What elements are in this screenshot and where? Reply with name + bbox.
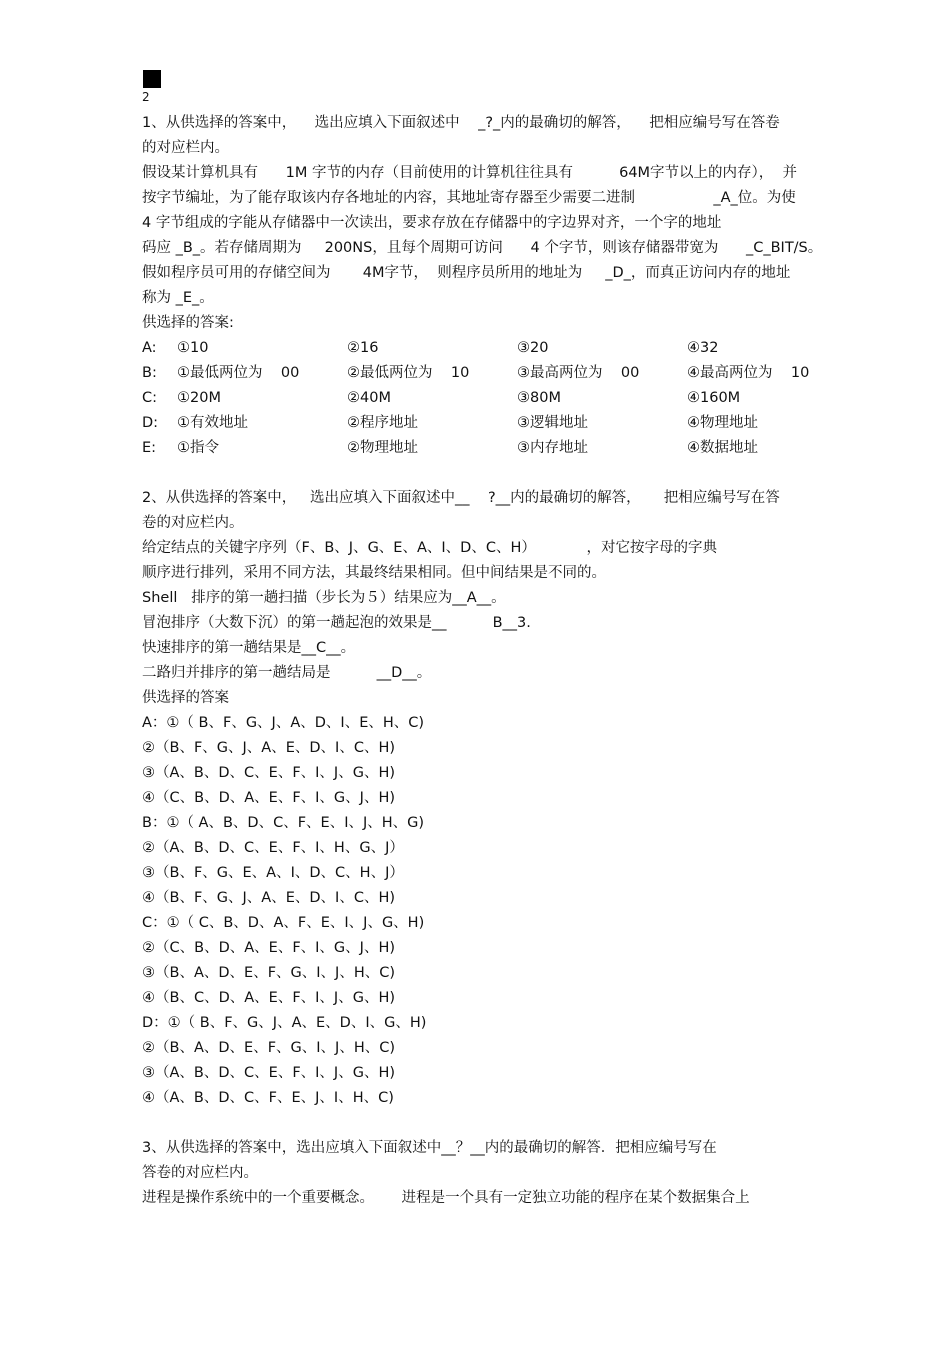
option-choice: ④32 xyxy=(687,340,719,356)
option-choice: ①20M xyxy=(177,390,221,406)
option-choice: ④最高两位为 10 xyxy=(687,365,810,381)
q1-line: 称为 _E_。 xyxy=(142,290,214,306)
section-spacer xyxy=(142,461,822,486)
option-choice: ④160M xyxy=(687,390,741,406)
q2-line: 2、从供选择的答案中， 选出应填入下面叙述中__ ?__内的最确切的解答， 把相应编号写在答 xyxy=(142,490,780,506)
q2-line: 给定结点的关键字序列（F、B、J、G、E、A、I、D、C、H） ，对它按字母的字典 xyxy=(142,540,718,556)
option-choice: ③逻辑地址 xyxy=(517,415,588,431)
q2-line: Shell 排序的第一趟扫描（步长为５）结果应为__A__。 xyxy=(142,590,506,606)
q2-answer-option: ③（B、F、G、E、A、I、D、C、H、J） xyxy=(142,865,404,881)
option-key: A: xyxy=(142,340,157,356)
q1-options-heading: 供选择的答案: xyxy=(142,315,234,331)
q2-line: 顺序进行排列，采用不同方法，其最终结果相同。但中间结果是不同的。 xyxy=(142,565,606,581)
q1-option-row-a xyxy=(142,336,822,361)
q2-answer-option: ④（B、C、D、A、E、F、I、J、G、H) xyxy=(142,990,396,1006)
q1-line: 假如程序员可用的存储空间为 4M字节， 则程序员所用的地址为 _D_，而真正访问内存的地址 xyxy=(142,265,791,281)
option-choice: ④物理地址 xyxy=(687,415,758,431)
q2-answer-option: ③（B、A、D、E、F、G、I、J、H、C) xyxy=(142,965,396,981)
option-choice: ②程序地址 xyxy=(347,415,418,431)
q2-answer-option: ②（B、A、D、E、F、G、I、J、H、C) xyxy=(142,1040,396,1056)
option-choice: ①10 xyxy=(177,340,209,356)
question-1 xyxy=(142,111,822,461)
q2-line: 卷的对应栏内。 xyxy=(142,515,244,531)
q2-answer-option: ④（C、B、D、A、E、F、I、G、J、H) xyxy=(142,790,396,806)
q2-answer-option: D：①（ B、F、G、J、A、E、D、I、G、H) xyxy=(142,1015,427,1031)
q2-answer-option: A：①（ B、F、G、J、A、D、I、E、H、C) xyxy=(142,715,425,731)
option-key: E: xyxy=(142,440,157,456)
q1-option-row-d xyxy=(142,411,822,436)
q2-answer-option: ②（A、B、D、C、E、F、I、H、G、J） xyxy=(142,840,404,856)
document-page xyxy=(142,70,822,1211)
q2-answer-option: B：①（ A、B、D、C、F、E、I、J、H、G) xyxy=(142,815,425,831)
q2-answer-option: ②（C、B、D、A、E、F、I、G、J、H) xyxy=(142,940,396,956)
q2-answer-option: ④（B、F、G、J、A、E、D、I、C、H) xyxy=(142,890,396,906)
section-spacer xyxy=(142,1111,822,1136)
option-key: B: xyxy=(142,365,157,381)
q2-answer-option: ③（A、B、D、C、E、F、I、J、G、H) xyxy=(142,765,396,781)
q2-line: 冒泡排序（大数下沉）的第一趟起泡的效果是__ B__3. xyxy=(142,615,531,631)
q1-option-row-e xyxy=(142,436,822,461)
q3-line: 答卷的对应栏内。 xyxy=(142,1165,258,1181)
q2-answer-option: ③（A、B、D、C、E、F、I、J、G、H) xyxy=(142,1065,396,1081)
q1-option-row-c xyxy=(142,386,822,411)
q1-line: 的对应栏内。 xyxy=(142,140,229,156)
question-2 xyxy=(142,486,822,1111)
q1-line: 4 字节组成的字能从存储器中一次读出，要求存放在存储器中的字边界对齐，一个字的地址 xyxy=(142,215,722,231)
q2-answer-option: C：①（ C、B、D、A、F、E、I、J、G、H) xyxy=(142,915,425,931)
q1-option-row-b xyxy=(142,361,822,386)
q2-answer-option: ④（A、B、D、C、F、E、J、I、H、C) xyxy=(142,1090,394,1106)
q1-line: 假设某计算机具有 1M 字节的内存（目前使用的计算机往往具有 64M字节以上的内存）， 并 xyxy=(142,165,798,181)
option-key: C: xyxy=(142,390,158,406)
q2-line: 二路归并排序的第一趟结局是 __D__。 xyxy=(142,665,432,681)
option-choice: ④数据地址 xyxy=(687,440,758,456)
q1-line: 按字节编址，为了能存取该内存各地址的内容，其地址寄存器至少需要二进制 _A_位。为使 xyxy=(142,190,796,206)
q2-line: 快速排序的第一趟结果是__C__。 xyxy=(142,640,356,656)
option-choice: ②16 xyxy=(347,340,379,356)
option-choice: ①最低两位为 00 xyxy=(177,365,300,381)
q1-line: 码应 _B_。若存储周期为 200NS，且每个周期可访问 4 个字节，则该存储器带宽为 _C_BIT/S。 xyxy=(142,240,823,256)
option-choice: ③80M xyxy=(517,390,561,406)
option-choice: ②物理地址 xyxy=(347,440,418,456)
q2-options-heading: 供选择的答案 xyxy=(142,690,229,706)
black-square-mark xyxy=(143,70,161,88)
option-choice: ③最高两位为 00 xyxy=(517,365,640,381)
option-choice: ①指令 xyxy=(177,440,219,456)
q2-answer-option: ②（B、F、G、J、A、E、D、I、C、H) xyxy=(142,740,396,756)
question-3 xyxy=(142,1136,822,1211)
option-choice: ②40M xyxy=(347,390,391,406)
page-number: 2 xyxy=(142,90,150,104)
option-choice: ②最低两位为 10 xyxy=(347,365,470,381)
option-choice: ①有效地址 xyxy=(177,415,248,431)
q3-line: 3、从供选择的答案中，选出应填入下面叙述中__？__内的最确切的解答．把相应编号写在 xyxy=(142,1140,717,1156)
q1-line: 1、从供选择的答案中， 选出应填入下面叙述中 _?_内的最确切的解答， 把相应编号写在答卷 xyxy=(142,115,780,131)
option-key: D: xyxy=(142,415,159,431)
q3-line: 进程是操作系统中的一个重要概念。 进程是一个具有一定独立功能的程序在某个数据集合上 xyxy=(142,1190,750,1206)
option-choice: ③内存地址 xyxy=(517,440,588,456)
option-choice: ③20 xyxy=(517,340,549,356)
